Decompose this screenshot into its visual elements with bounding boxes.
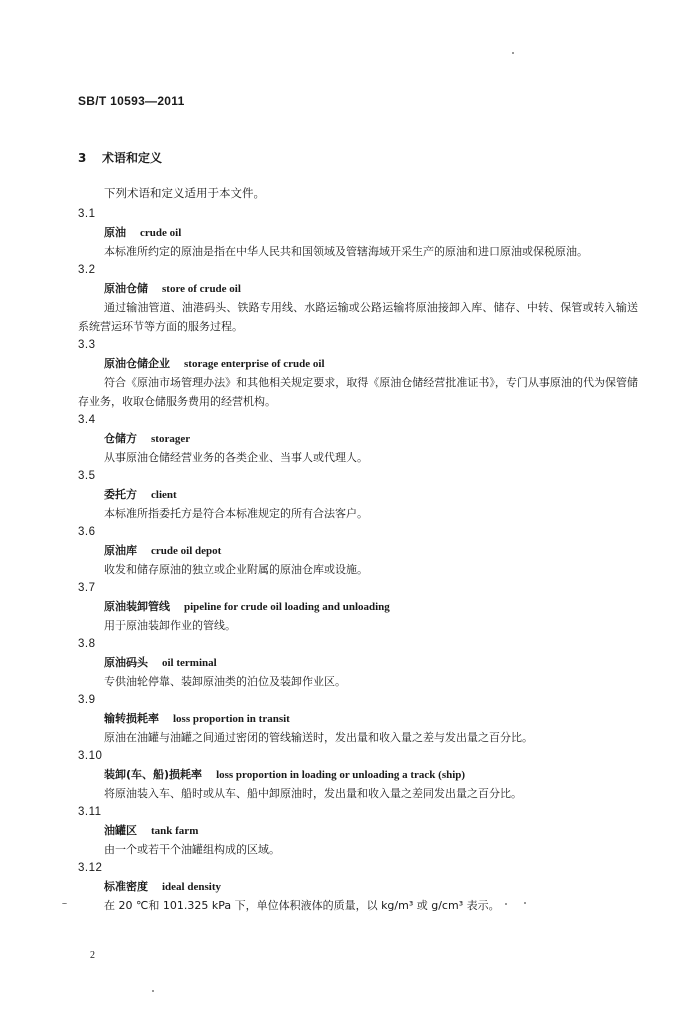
term-zh: 原油码头 <box>104 656 148 669</box>
section-intro: 下列术语和定义适用于本文件。 <box>104 186 265 200</box>
term-entry <box>78 336 638 411</box>
term-name <box>78 223 638 242</box>
term-entry <box>78 803 638 859</box>
term-definition: 通过输油管道、油港码头、铁路专用线、水路运输或公路运输将原油接卸入库、储存、中转、保管或转入输送系统营运环节等方面的服务过程。 <box>78 301 638 333</box>
term-definition: 本标准所指委托方是符合本标准规定的所有合法客户。 <box>104 507 368 520</box>
term-zh: 原油仓储企业 <box>104 357 170 370</box>
term-zh: 仓储方 <box>104 432 137 445</box>
term-en: storager <box>151 433 191 445</box>
term-en: storage enterprise of crude oil <box>184 358 325 370</box>
term-entry <box>78 523 638 579</box>
term-zh: 油罐区 <box>104 824 137 837</box>
terms-list <box>78 205 638 915</box>
page-number: 2 <box>90 950 95 961</box>
term-name <box>78 709 638 728</box>
term-name <box>78 429 638 448</box>
term-en: tank farm <box>151 825 199 837</box>
term-zh: 标准密度 <box>104 880 148 893</box>
term-en: loss proportion in transit <box>173 713 290 725</box>
term-name <box>78 279 638 298</box>
term-definition: 用于原油装卸作业的管线。 <box>104 619 236 632</box>
term-number: 3.9 <box>78 694 96 706</box>
term-definition: 将原油装入车、船时或从车、船中卸原油时，发出量和收入量之差同发出量之百分比。 <box>104 787 522 800</box>
section-number: 3 <box>78 151 87 165</box>
term-en: ideal density <box>162 881 221 893</box>
term-name <box>78 765 638 784</box>
term-entry <box>78 691 638 747</box>
term-definition: 由一个或若干个油罐组构成的区域。 <box>104 843 280 856</box>
term-name <box>78 485 638 504</box>
term-name <box>78 541 638 560</box>
term-zh: 委托方 <box>104 488 137 501</box>
term-en: oil terminal <box>162 657 217 669</box>
term-zh: 输转损耗率 <box>104 712 159 725</box>
term-definition: 符合《原油市场管理办法》和其他相关规定要求，取得《原油仓储经营批准证书》，专门从事原油的代为保管储存业务，收取仓储服务费用的经营机构。 <box>78 376 638 408</box>
term-definition: 收发和储存原油的独立或企业附属的原油仓库或设施。 <box>104 563 368 576</box>
term-number: 3.4 <box>78 414 96 426</box>
term-definition: 专供油轮停靠、装卸原油类的泊位及装卸作业区。 <box>104 675 346 688</box>
term-zh: 原油 <box>104 226 126 239</box>
term-name <box>78 354 638 373</box>
term-number: 3.12 <box>78 862 103 874</box>
term-zh: 原油仓储 <box>104 282 148 295</box>
standard-code-header: SB/T 10593—2011 <box>78 94 185 108</box>
term-name <box>78 821 638 840</box>
term-zh: 装卸(车、船)损耗率 <box>104 768 203 781</box>
term-definition: 本标准所约定的原油是指在中华人民共和国领域及管辖海域开采生产的原油和进口原油或保税原油。 <box>104 245 588 258</box>
term-entry <box>78 205 638 261</box>
scan-speck <box>512 52 514 54</box>
term-en: crude oil depot <box>151 545 222 557</box>
term-entry <box>78 579 638 635</box>
term-en: client <box>151 489 177 501</box>
term-entry <box>78 635 638 691</box>
term-entry <box>78 747 638 803</box>
term-zh: 原油装卸管线 <box>104 600 170 613</box>
term-entry <box>78 467 638 523</box>
term-en: loss proportion in loading or unloading a track (ship) <box>216 769 466 781</box>
term-name <box>78 877 638 896</box>
term-number: 3.1 <box>78 208 96 220</box>
term-name <box>78 653 638 672</box>
term-en: store of crude oil <box>162 283 241 295</box>
scan-speck <box>505 903 507 905</box>
term-number: 3.11 <box>78 806 102 818</box>
term-entry <box>78 261 638 336</box>
term-definition: 原油在油罐与油罐之间通过密闭的管线输送时，发出量和收入量之差与发出量之百分比。 <box>104 731 533 744</box>
scan-speck <box>62 903 67 904</box>
term-number: 3.10 <box>78 750 103 762</box>
section-heading <box>78 149 162 166</box>
term-name <box>78 597 638 616</box>
term-number: 3.5 <box>78 470 96 482</box>
term-en: crude oil <box>140 227 182 239</box>
term-number: 3.7 <box>78 582 96 594</box>
term-number: 3.3 <box>78 339 96 351</box>
term-number: 3.6 <box>78 526 96 538</box>
scan-speck <box>152 990 154 992</box>
term-en: pipeline for crude oil loading and unloading <box>184 601 390 613</box>
section-title-text: 术语和定义 <box>102 151 163 165</box>
term-number: 3.2 <box>78 264 96 276</box>
term-zh: 原油库 <box>104 544 137 557</box>
scan-speck <box>524 902 526 904</box>
term-entry <box>78 859 638 915</box>
term-definition: 在 20 ℃和 101.325 kPa 下，单位体积液体的质量，以 kg/m³ 或 g/cm³ 表示。 <box>104 899 500 912</box>
term-number: 3.8 <box>78 638 96 650</box>
term-entry <box>78 411 638 467</box>
term-definition: 从事原油仓储经营业务的各类企业、当事人或代理人。 <box>104 451 368 464</box>
